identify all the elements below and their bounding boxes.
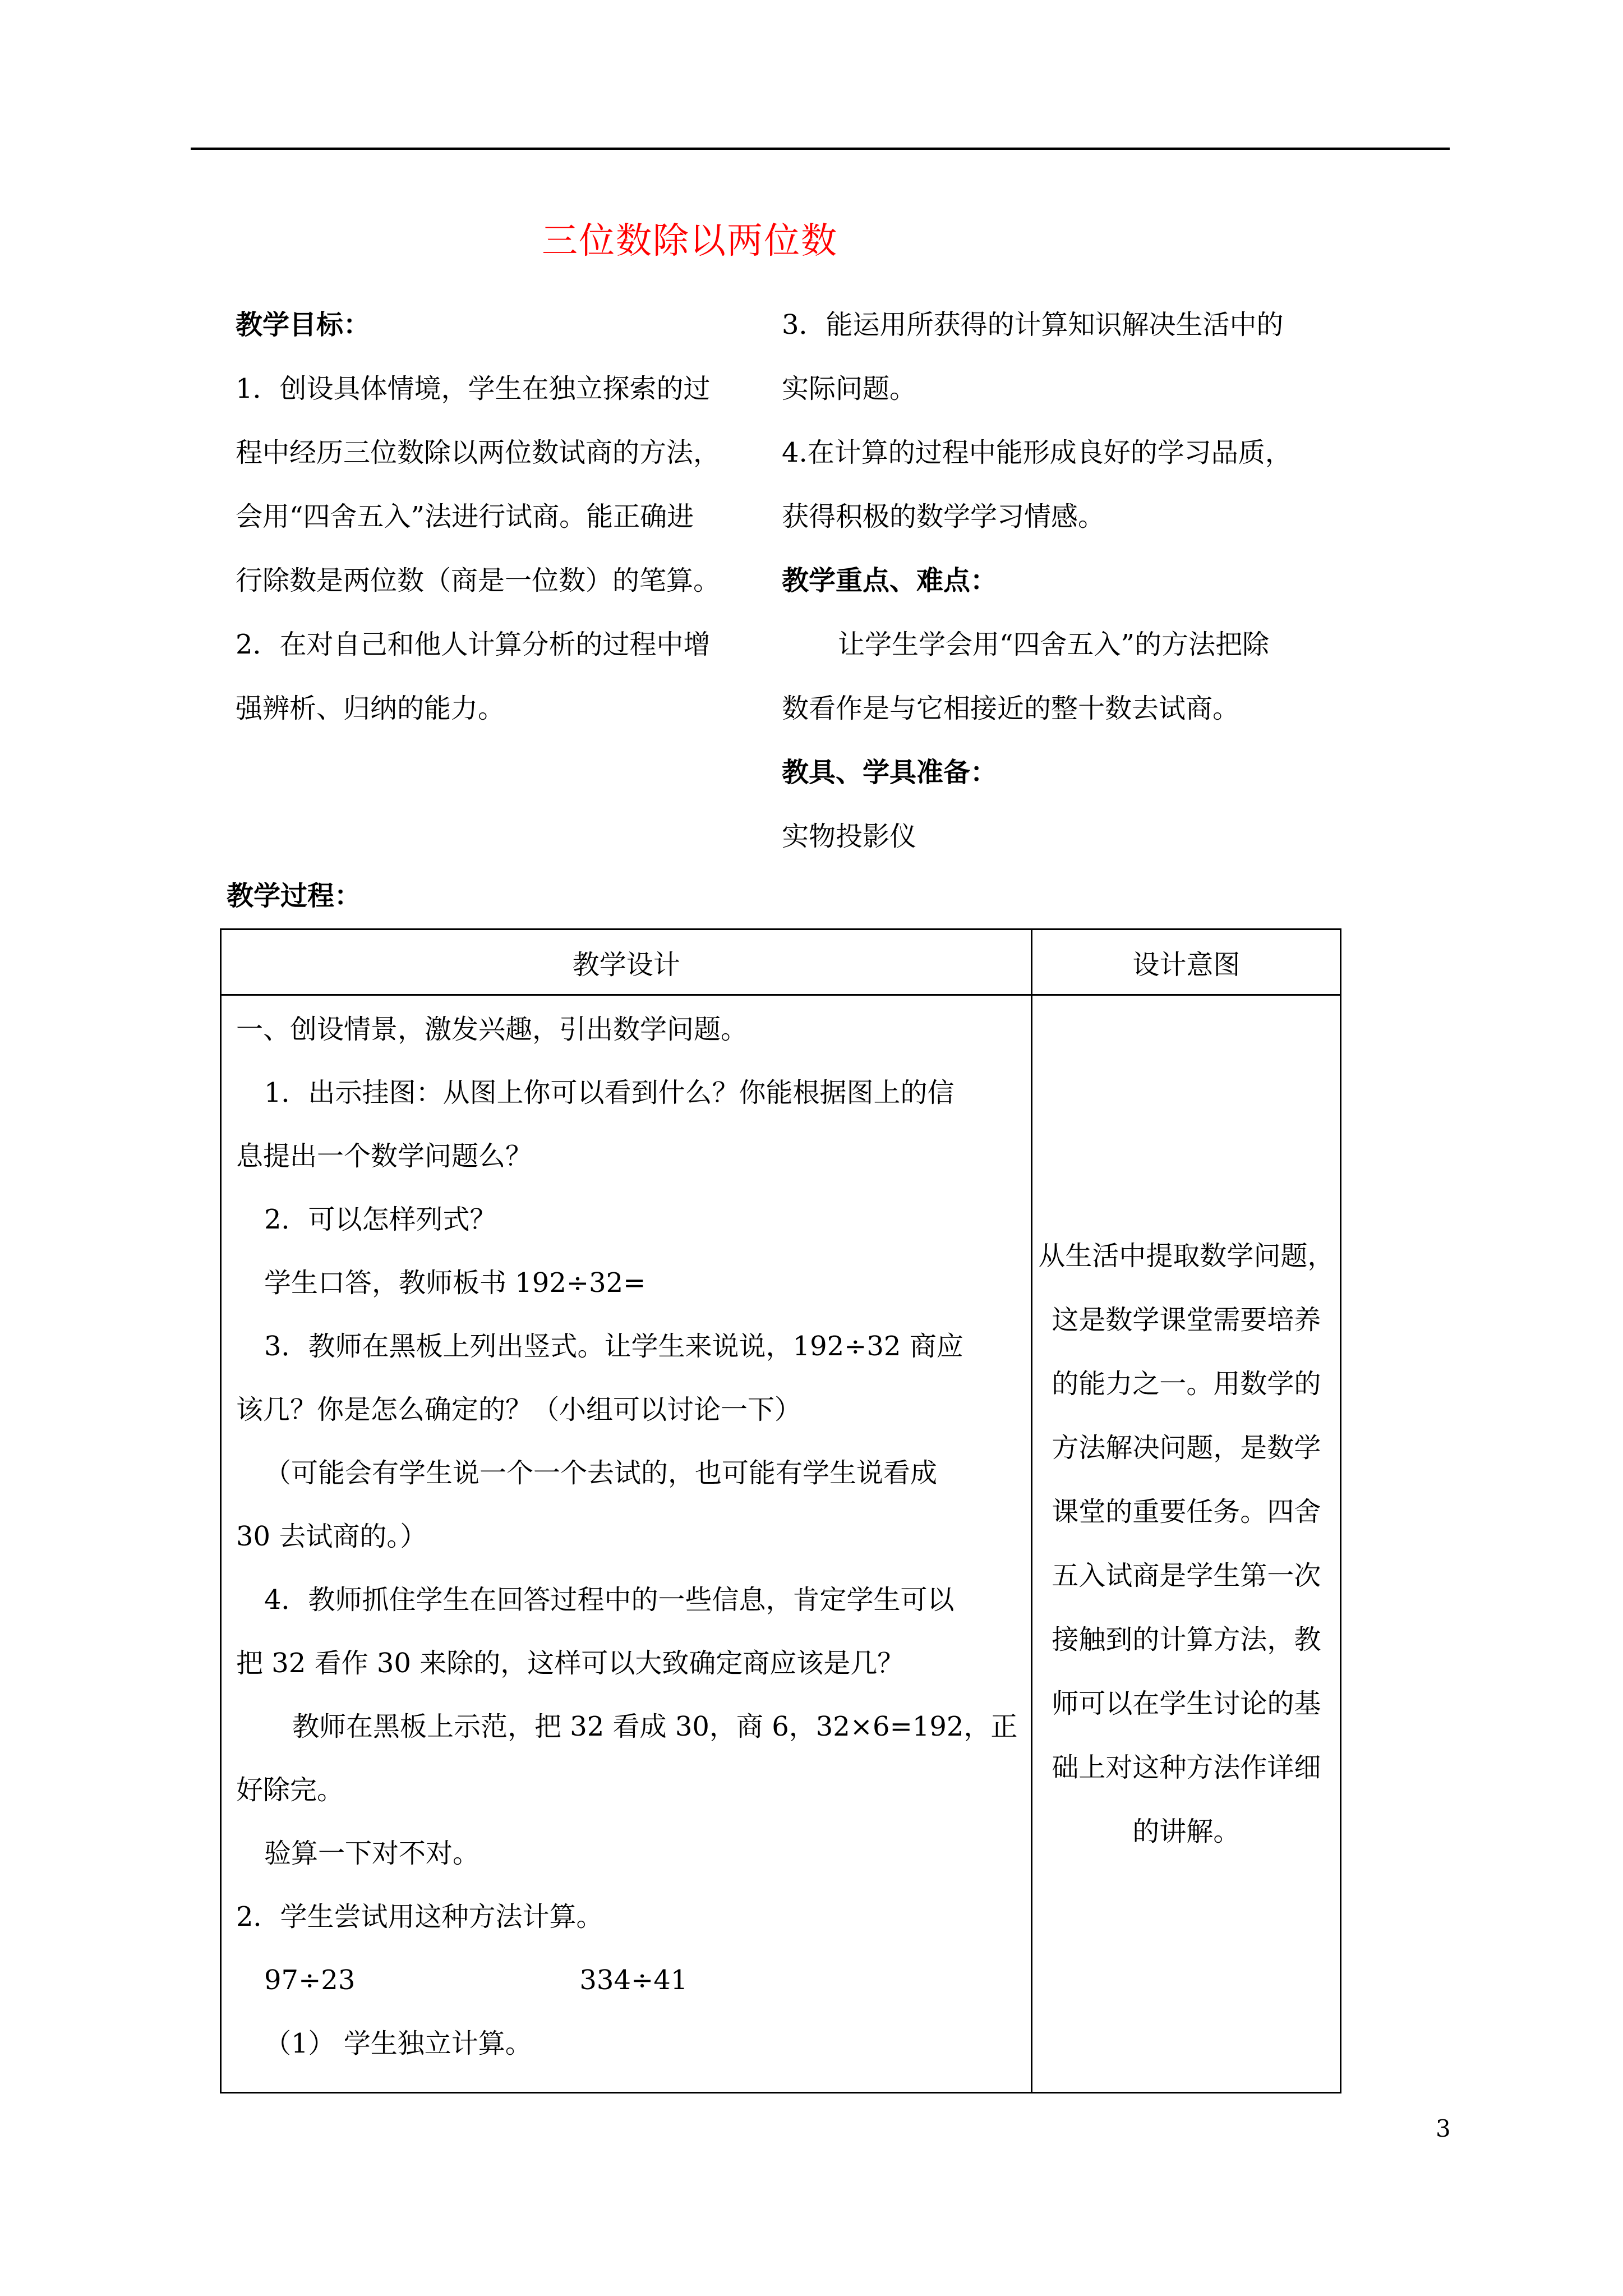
intent-line: 的讲解。 bbox=[1132, 1816, 1241, 1847]
tools-text: 实物投影仪 bbox=[782, 821, 917, 852]
key-points-line: 让学生学会用“四舍五入”的方法把除 bbox=[838, 629, 1270, 660]
table-header-design: 教学设计 bbox=[221, 930, 1032, 995]
intent-line: 接触到的计算方法，教 bbox=[1052, 1624, 1321, 1655]
objectives-column-right bbox=[782, 293, 1337, 868]
design-line: 学生口答，教师板书 192÷32= bbox=[264, 1267, 646, 1299]
intent-line: 课堂的重要任务。四舍 bbox=[1052, 1496, 1321, 1527]
objective-line: 实际问题。 bbox=[782, 373, 917, 404]
design-line: 一、创设情景，激发兴趣，引出数学问题。 bbox=[236, 1014, 748, 1045]
exercise-row bbox=[236, 1949, 1017, 2012]
objective-line: 程中经历三位数除以两位数试商的方法， bbox=[236, 437, 721, 468]
page-title: 三位数除以两位数 bbox=[542, 220, 838, 262]
objective-line: 会用“四舍五入”法进行试商。能正确进 bbox=[236, 501, 694, 532]
objective-line: 行除数是两位数（商是一位数）的笔算。 bbox=[236, 565, 721, 596]
header-rule bbox=[191, 148, 1450, 150]
table-header-row bbox=[221, 930, 1341, 995]
intent-line: 的能力之一。用数学的 bbox=[1052, 1368, 1321, 1400]
design-line: 好除完。 bbox=[236, 1774, 344, 1806]
exercise-b: 334÷41 bbox=[579, 1964, 688, 1996]
design-line: 该几？你是怎么确定的？（小组可以讨论一下） bbox=[236, 1394, 802, 1425]
process-heading: 教学过程： bbox=[227, 880, 362, 912]
design-line: （1） 学生独立计算。 bbox=[264, 2028, 532, 2059]
design-line: 30 去试商的。） bbox=[236, 1521, 427, 1552]
exercise-a: 97÷23 bbox=[264, 1964, 356, 1996]
design-line: 验算一下对不对。 bbox=[264, 1838, 480, 1869]
objective-line: 强辨析、归纳的能力。 bbox=[236, 693, 505, 724]
key-points-heading: 教学重点、难点： bbox=[782, 565, 998, 596]
table-row bbox=[221, 995, 1341, 2093]
design-line: 3．教师在黑板上列出竖式。让学生来说说，192÷32 商应 bbox=[264, 1331, 963, 1362]
lesson-table bbox=[220, 928, 1341, 2093]
design-line: 1．出示挂图：从图上你可以看到什么？你能根据图上的信 bbox=[264, 1077, 955, 1108]
objective-line: 2．在对自己和他人计算分析的过程中增 bbox=[236, 629, 711, 660]
design-line: 2．学生尝试用这种方法计算。 bbox=[236, 1901, 603, 1932]
objective-line: 获得积极的数学学习情感。 bbox=[782, 501, 1105, 532]
intent-line: 师可以在学生讨论的基 bbox=[1052, 1688, 1321, 1719]
design-cell bbox=[221, 995, 1032, 2093]
page-number: 3 bbox=[1436, 2115, 1451, 2142]
intent-line: 方法解决问题，是数学 bbox=[1052, 1432, 1321, 1464]
design-line: 息提出一个数学问题么？ bbox=[236, 1140, 533, 1172]
intent-line: 五入试商是学生第一次 bbox=[1052, 1560, 1321, 1591]
design-line: 教师在黑板上示范，把 32 看成 30，商 6，32×6=192，正 bbox=[292, 1711, 1018, 1742]
objectives-heading: 教学目标： bbox=[236, 309, 371, 341]
intent-line: 这是数学课堂需要培养 bbox=[1052, 1304, 1321, 1336]
objective-line: 3．能运用所获得的计算知识解决生活中的 bbox=[782, 309, 1284, 341]
tools-heading: 教具、学具准备： bbox=[782, 757, 998, 788]
design-line: 4．教师抓住学生在回答过程中的一些信息，肯定学生可以 bbox=[264, 1584, 955, 1616]
table-header-intent: 设计意图 bbox=[1032, 930, 1341, 995]
objective-line: 4.在计算的过程中能形成良好的学习品质， bbox=[782, 437, 1292, 468]
key-points-line: 数看作是与它相接近的整十数去试商。 bbox=[782, 693, 1240, 724]
objectives-column-left bbox=[236, 293, 757, 740]
design-line: 2．可以怎样列式？ bbox=[264, 1204, 497, 1235]
intent-line: 从生活中提取数学问题， bbox=[1038, 1240, 1335, 1272]
design-line: （可能会有学生说一个一个去试的，也可能有学生说看成 bbox=[264, 1457, 938, 1489]
design-line: 把 32 看作 30 来除的，这样可以大致确定商应该是几？ bbox=[236, 1648, 905, 1679]
intent-cell bbox=[1032, 995, 1341, 2093]
intent-line: 础上对这种方法作详细 bbox=[1052, 1752, 1321, 1783]
objective-line: 1．创设具体情境，学生在独立探索的过 bbox=[236, 373, 711, 404]
